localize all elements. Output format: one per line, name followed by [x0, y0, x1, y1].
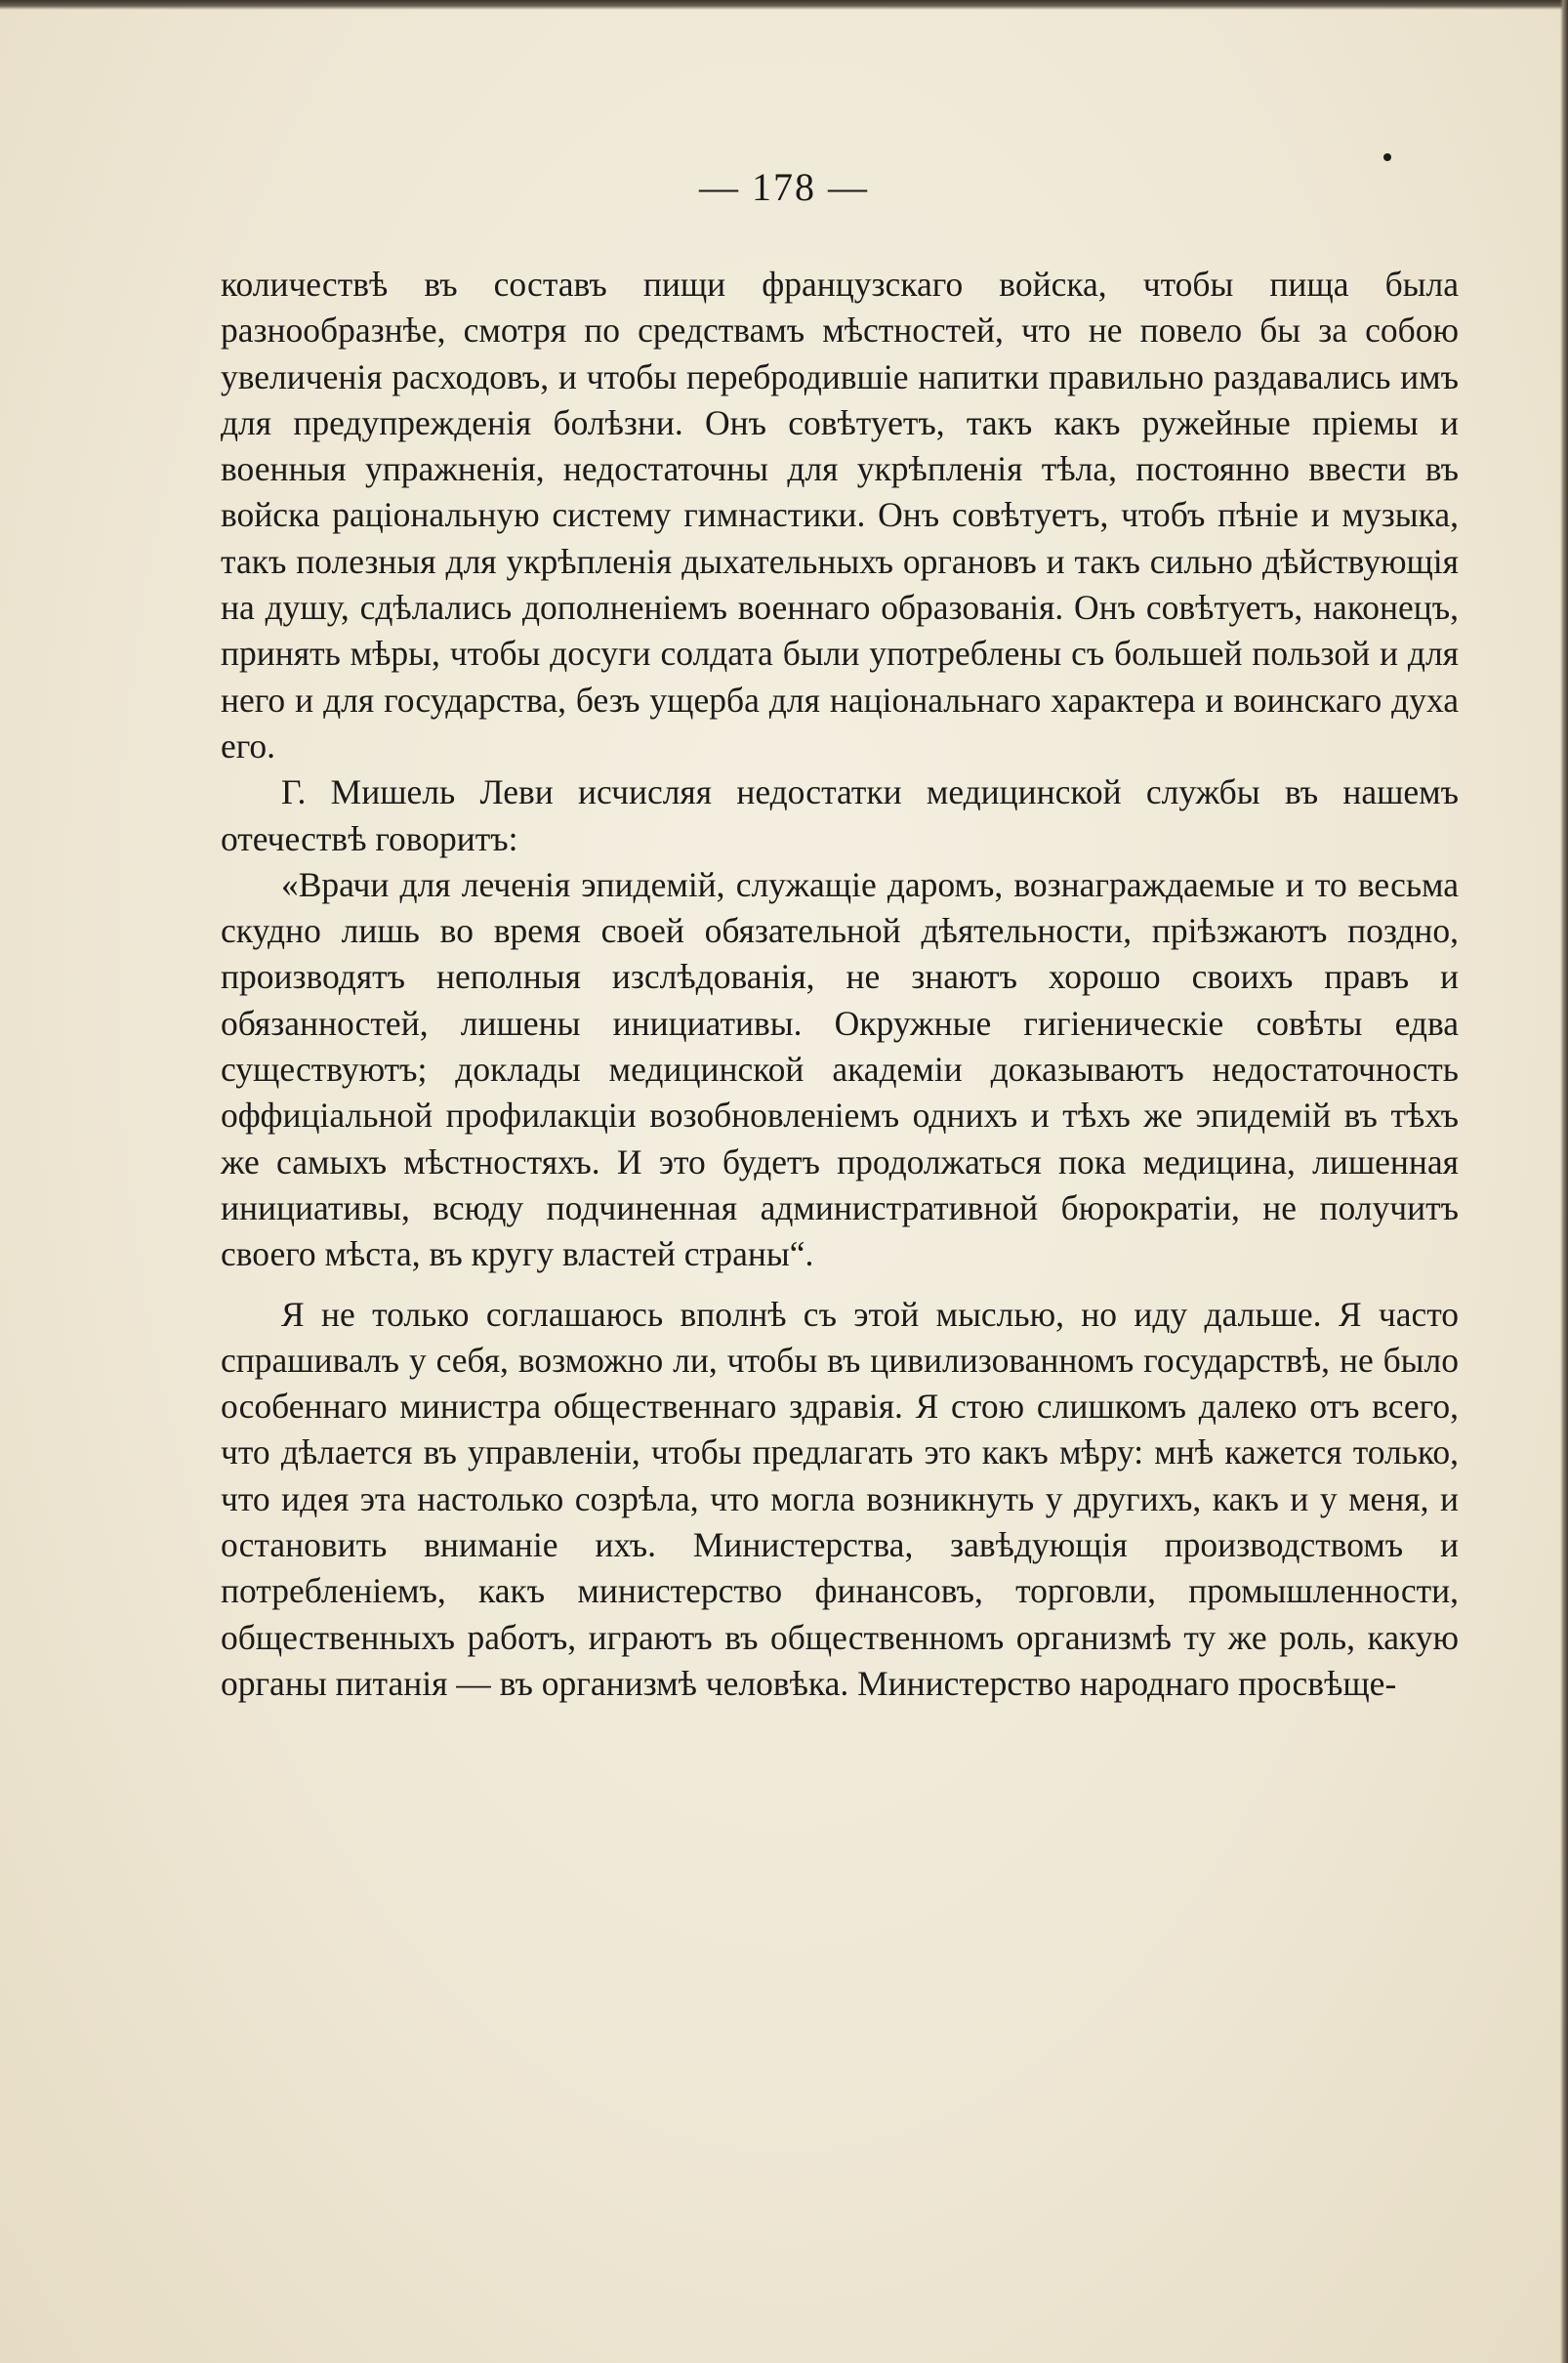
page-top-edge — [0, 0, 1568, 10]
page-number: — 178 — — [699, 165, 869, 209]
paragraph-quote: «Врачи для леченія эпидемій, служащіе даромъ, вознаграждаемые и то весьма скудно лишь во время своей обязательной дѣятельности, пріѣзжаютъ поздно, производятъ неполныя изслѣдованія, не знаютъ хорошо своихъ правъ и обязанностей, лишены инициативы. Окружные гигіеническіе совѣты едва существуютъ; доклады медицинской академіи доказываютъ недостаточность оффиціальной профилакціи возобновленіемъ однихъ и тѣхъ же эпидемій въ тѣхъ же самыхъ мѣстностяхъ. И это будетъ продолжаться пока медицина, лишенная инициативы, всюду подчиненная административной бюрократіи, не получитъ своего мѣста, въ кругу властей страны“. — [221, 864, 1459, 1274]
ink-dot — [1383, 153, 1391, 161]
page-right-edge — [1560, 0, 1568, 2363]
paragraph-continuation: количествѣ въ составъ пищи французскаго войска, чтобы пища была разнообразнѣе, смотря по средствамъ мѣстностей, что не повело бы за собою увеличенія расходовъ, и чтобы перебродившіе напитки правильно раздавались имъ для предупрежденія болѣзни. Онъ совѣтуетъ, такъ какъ ружейные пріемы и военныя упражненія, недостаточны для укрѣпленія тѣла, постоянно ввести въ войска раціональную систему гимнастики. Онъ совѣтуетъ, чтобъ пѣніе и музыка, такъ полезныя для укрѣпленія дыхательныхъ органовъ и такъ сильно дѣйствующія на душу, сдѣлались дополненіемъ военнаго образованія. Онъ совѣтуетъ, наконецъ, принять мѣры, чтобы досуги солдата были употреблены съ большей пользой и для него и для государства, безъ ущерба для національнаго характера и воинскаго духа его. — [221, 265, 1459, 766]
body-text — [221, 262, 1459, 1707]
paragraph-levi-intro: Г. Мишель Леви исчисляя недостатки медицинской службы въ нашемъ отечествѣ говоритъ: — [221, 772, 1459, 858]
paragraph-author-opinion: Я не только соглашаюсь вполнѣ съ этой мыслью, но иду дальше. Я часто спрашивалъ у себя, возможно ли, чтобы въ цивилизованномъ государствѣ, не было особеннаго министра общественнаго здравія. Я стою слишкомъ далеко отъ всего, что дѣлается въ управленіи, чтобы предлагать это какъ мѣру: мнѣ кажется только, что идея эта настолько созрѣла, что могла возникнуть у другихъ, какъ и у меня, и остановить вниманіе ихъ. Министерства, завѣдующія производствомъ и потребленіемъ, какъ министерство финансовъ, торговли, промышленности, общественныхъ работъ, играютъ въ общественномъ организмѣ ту же роль, какую органы питанія — въ организмѣ человѣка. Министерство народнаго просвѣще- — [221, 1294, 1459, 1703]
